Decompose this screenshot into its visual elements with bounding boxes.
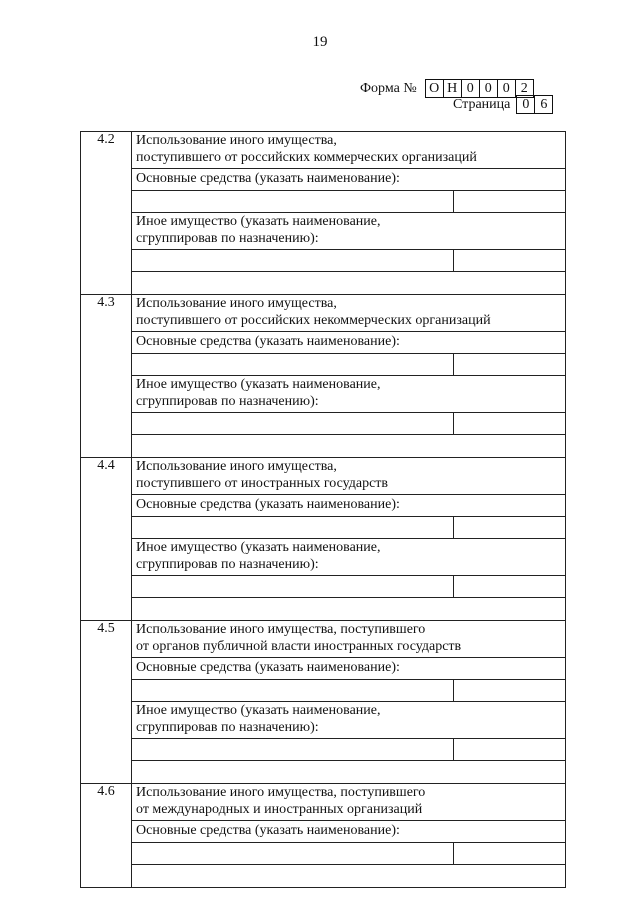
section-row xyxy=(81,132,566,169)
fixed-assets-value-field[interactable] xyxy=(454,517,566,539)
other-property-line: сгруппировав по назначению): xyxy=(136,557,319,572)
section-title-line: Использование иного имущества, поступившего xyxy=(136,785,426,800)
property-usage-table xyxy=(80,131,566,888)
section-row xyxy=(81,621,566,658)
fixed-assets-value-field[interactable] xyxy=(454,191,566,213)
section-title-line: от международных и иностранных организаций xyxy=(136,802,423,817)
section-row xyxy=(81,784,566,821)
other-property-label xyxy=(132,213,566,250)
section-title-line: от органов публичной власти иностранных государств xyxy=(136,639,462,654)
other-property-label xyxy=(132,539,566,576)
section-title xyxy=(132,295,566,332)
section-title-line: поступившего от иностранных государств xyxy=(136,476,389,491)
other-property-name-field[interactable] xyxy=(132,250,454,272)
section-spacer xyxy=(132,272,566,295)
form-code-cell: Н xyxy=(443,80,461,97)
other-property-name-field[interactable] xyxy=(132,576,454,598)
fixed-assets-value-field[interactable] xyxy=(454,354,566,376)
section-spacer xyxy=(132,761,566,784)
section-title xyxy=(132,132,566,169)
fixed-assets-name-field[interactable] xyxy=(132,191,454,213)
other-property-label xyxy=(132,702,566,739)
form-code-cell: О xyxy=(429,81,440,96)
section-number: 4.6 xyxy=(81,784,132,888)
fixed-assets-label: Основные средства (указать наименование): xyxy=(132,821,566,843)
section-title-line: Использование иного имущества, xyxy=(136,459,337,474)
other-property-name-field[interactable] xyxy=(132,413,454,435)
form-code-cell: 0 xyxy=(461,80,479,97)
section-title-line: Использование иного имущества, xyxy=(136,133,337,148)
section-row xyxy=(81,295,566,332)
other-property-value-field[interactable] xyxy=(454,413,566,435)
fixed-assets-label: Основные средства (указать наименование): xyxy=(132,495,566,517)
section-title xyxy=(132,458,566,495)
section-title-line: поступившего от российских коммерческих организаций xyxy=(136,150,477,165)
other-property-line: сгруппировав по назначению): xyxy=(136,720,319,735)
page-code-cell: 6 xyxy=(534,96,552,113)
other-property-line: Иное имущество (указать наименование, xyxy=(136,214,381,229)
other-property-value-field[interactable] xyxy=(454,739,566,761)
page-number: 19 xyxy=(312,34,328,50)
fixed-assets-name-field[interactable] xyxy=(132,843,454,865)
page-code-block xyxy=(453,95,553,114)
form-code-cell: 2 xyxy=(515,80,533,97)
section-number: 4.5 xyxy=(81,621,132,784)
fixed-assets-label: Основные средства (указать наименование): xyxy=(132,332,566,354)
fixed-assets-label: Основные средства (указать наименование): xyxy=(132,658,566,680)
section-number: 4.4 xyxy=(81,458,132,621)
other-property-line: сгруппировав по назначению): xyxy=(136,231,319,246)
fixed-assets-name-field[interactable] xyxy=(132,354,454,376)
section-title-line: Использование иного имущества, поступившего xyxy=(136,622,426,637)
fixed-assets-value-field[interactable] xyxy=(454,843,566,865)
page-code-cell: 0 xyxy=(522,97,530,112)
other-property-name-field[interactable] xyxy=(132,739,454,761)
other-property-line: Иное имущество (указать наименование, xyxy=(136,703,381,718)
fixed-assets-value-field[interactable] xyxy=(454,680,566,702)
other-property-line: сгруппировав по назначению): xyxy=(136,394,319,409)
section-spacer xyxy=(132,435,566,458)
other-property-value-field[interactable] xyxy=(454,576,566,598)
form-code-cell: 0 xyxy=(479,80,497,97)
other-property-label xyxy=(132,376,566,413)
section-number: 4.2 xyxy=(81,132,132,295)
fixed-assets-name-field[interactable] xyxy=(132,517,454,539)
section-row xyxy=(81,458,566,495)
other-property-value-field[interactable] xyxy=(454,250,566,272)
form-code-cell: 0 xyxy=(497,80,515,97)
section-title-line: поступившего от российских некоммерческих организаций xyxy=(136,313,491,328)
fixed-assets-label: Основные средства (указать наименование): xyxy=(132,169,566,191)
section-title xyxy=(132,784,566,821)
other-property-line: Иное имущество (указать наименование, xyxy=(136,377,381,392)
section-spacer xyxy=(132,865,566,888)
form-label: Форма № xyxy=(360,80,417,96)
section-number: 4.3 xyxy=(81,295,132,458)
page-code-box xyxy=(516,95,553,114)
section-spacer xyxy=(132,598,566,621)
page-label: Страница xyxy=(453,96,511,112)
section-title xyxy=(132,621,566,658)
fixed-assets-name-field[interactable] xyxy=(132,680,454,702)
other-property-line: Иное имущество (указать наименование, xyxy=(136,540,381,555)
section-title-line: Использование иного имущества, xyxy=(136,296,337,311)
